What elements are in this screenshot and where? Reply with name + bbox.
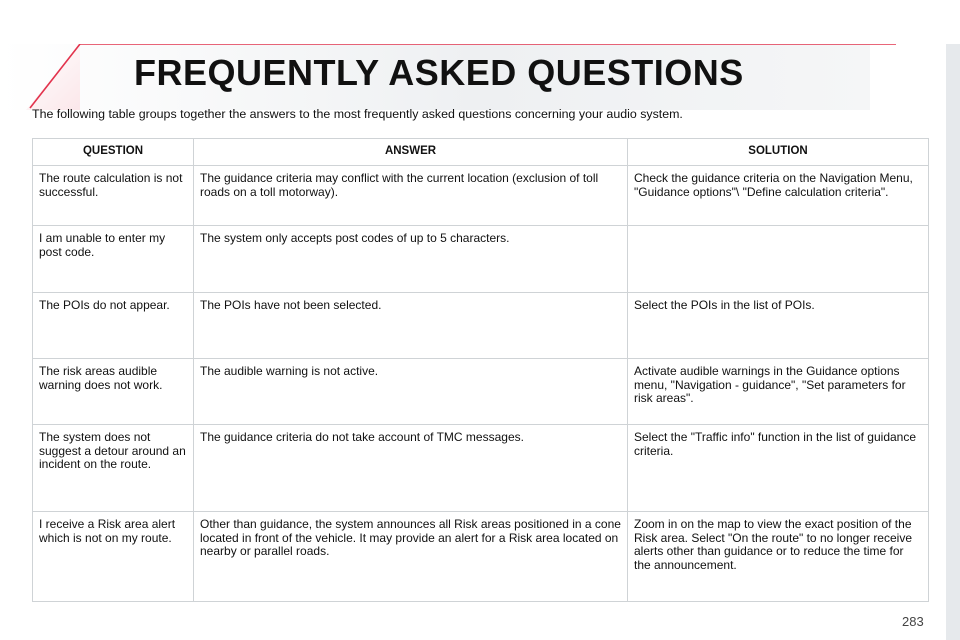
intro-text: The following table groups together the answers to the most frequently asked questions concerning your audio system. <box>32 107 683 121</box>
page-title: FREQUENTLY ASKED QUESTIONS <box>134 52 744 93</box>
header-question: QUESTION <box>33 139 194 166</box>
table-row <box>33 359 929 425</box>
question-cell: The route calculation is not successful. <box>33 166 194 226</box>
answer-cell: Other than guidance, the system announces all Risk areas positioned in a cone located in front of the vehicle. It may provide an alert for a Risk area located on nearby or parallel roads. <box>194 512 628 602</box>
table-header-row <box>33 139 929 166</box>
answer-cell: The guidance criteria may conflict with the current location (exclusion of toll roads on a toll motorway). <box>194 166 628 226</box>
table-row <box>33 226 929 293</box>
solution-cell: Select the "Traffic info" function in the list of guidance criteria. <box>628 425 929 512</box>
table-row <box>33 512 929 602</box>
solution-cell <box>628 226 929 293</box>
solution-cell: Select the POIs in the list of POIs. <box>628 293 929 359</box>
faq-table <box>32 138 929 602</box>
page-number: 283 <box>902 614 924 629</box>
solution-cell: Activate audible warnings in the Guidance options menu, "Navigation - guidance", "Set parameters for risk areas". <box>628 359 929 425</box>
answer-cell: The audible warning is not active. <box>194 359 628 425</box>
solution-cell: Check the guidance criteria on the Navigation Menu, "Guidance options"\ "Define calculation criteria". <box>628 166 929 226</box>
question-cell: The system does not suggest a detour around an incident on the route. <box>33 425 194 512</box>
table-row <box>33 293 929 359</box>
table-row <box>33 166 929 226</box>
table-row <box>33 425 929 512</box>
header-solution: SOLUTION <box>628 139 929 166</box>
question-cell: The POIs do not appear. <box>33 293 194 359</box>
answer-cell: The guidance criteria do not take account of TMC messages. <box>194 425 628 512</box>
question-cell: The risk areas audible warning does not work. <box>33 359 194 425</box>
header-answer: ANSWER <box>194 139 628 166</box>
answer-cell: The system only accepts post codes of up to 5 characters. <box>194 226 628 293</box>
side-bar <box>946 44 960 640</box>
question-cell: I receive a Risk area alert which is not on my route. <box>33 512 194 602</box>
question-cell: I am unable to enter my post code. <box>33 226 194 293</box>
answer-cell: The POIs have not been selected. <box>194 293 628 359</box>
solution-cell: Zoom in on the map to view the exact position of the Risk area. Select "On the route" to no longer receive alerts other than guidance or to reduce the time for the announcement. <box>628 512 929 602</box>
